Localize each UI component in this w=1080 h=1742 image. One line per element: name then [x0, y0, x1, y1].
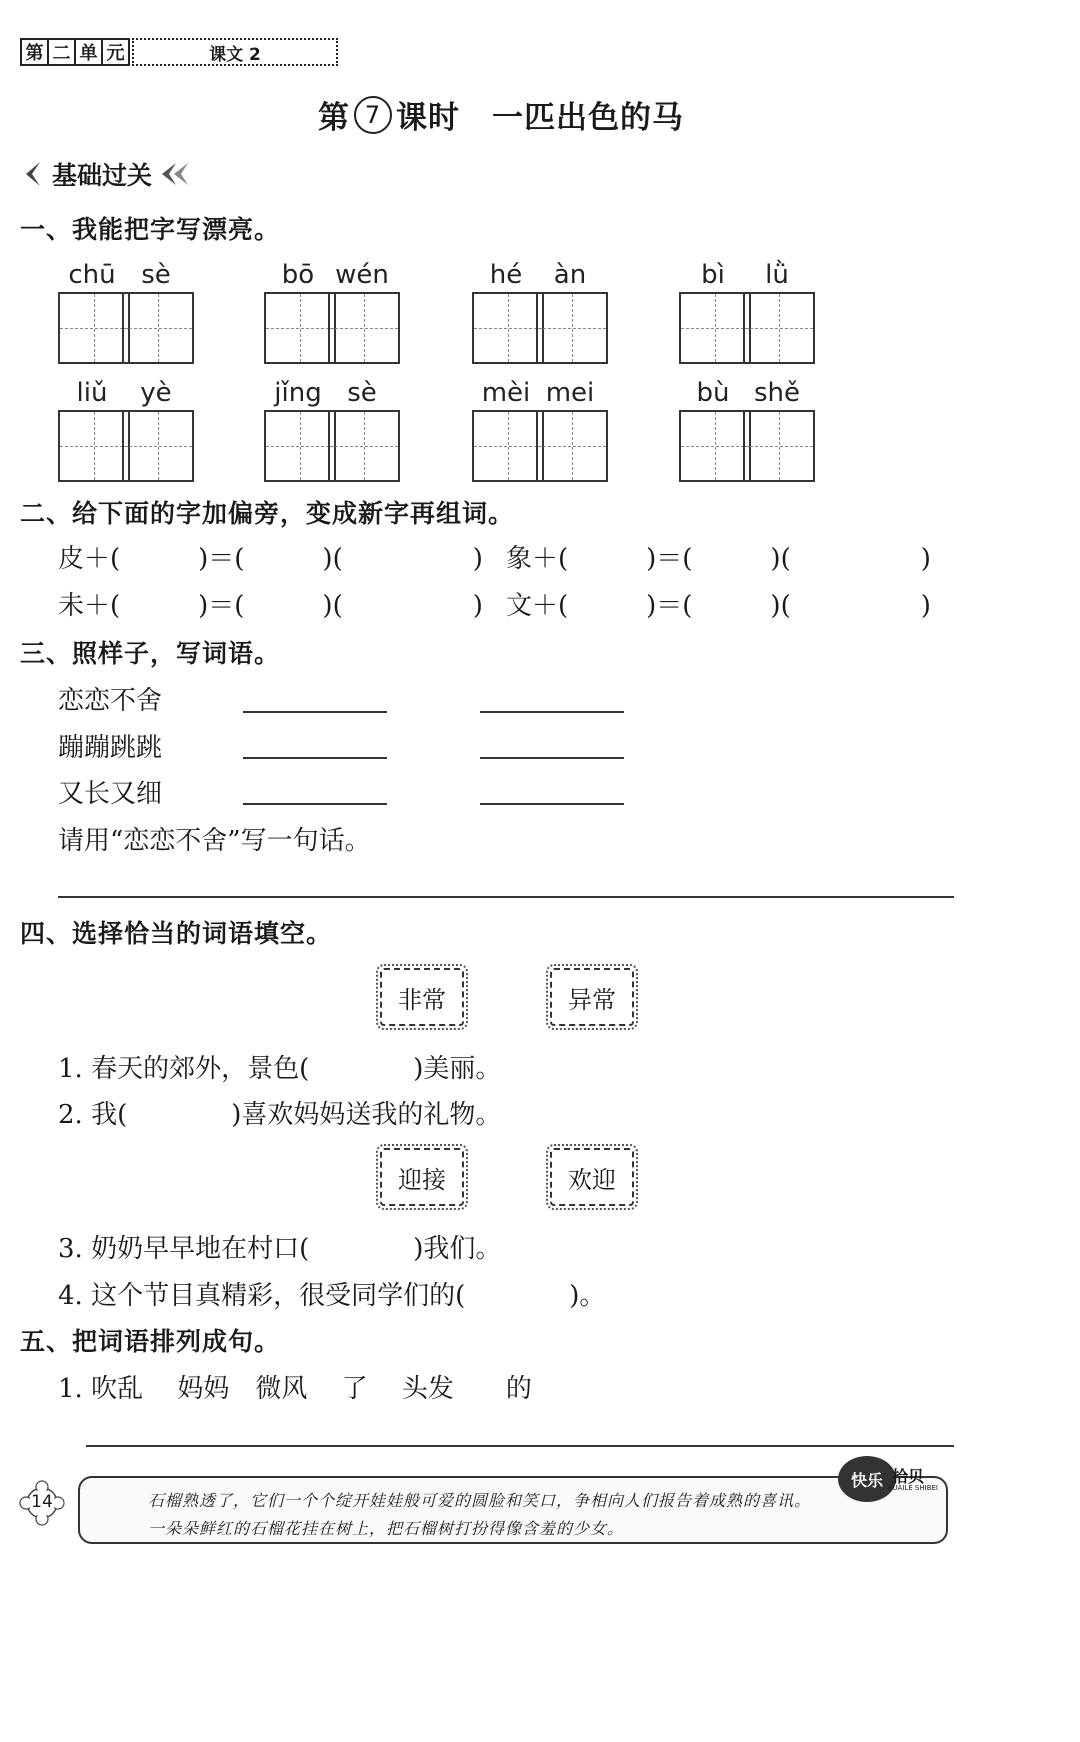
unit-char: 第 — [20, 38, 49, 66]
radical-item[interactable]: 象＋( )＝( )( ) — [506, 544, 931, 574]
sentence-prompt: 请用“恋恋不舍”写一句话。 — [58, 826, 371, 856]
answer-line[interactable] — [243, 757, 387, 759]
sentence-line[interactable] — [58, 896, 954, 898]
title-suffix: 课时 一匹出色的马 — [396, 100, 684, 136]
pinyin: mèi — [481, 378, 531, 408]
pinyin: sè — [141, 260, 171, 290]
pinyin: shě — [753, 378, 801, 408]
radical-item[interactable]: 未＋( )＝( )( ) — [58, 591, 483, 621]
pinyin: bù — [696, 378, 730, 408]
word-option: 欢迎 — [550, 1148, 634, 1206]
writing-box[interactable] — [58, 292, 130, 364]
footer-line-2: 一朵朵鲜红的石榴花挂在树上，把石榴树打扮得像含羞的少女。 — [148, 1519, 625, 1538]
writing-box[interactable] — [328, 292, 400, 364]
pinyin: liǔ — [76, 378, 108, 408]
brand-badge: 快乐 — [838, 1456, 896, 1502]
title-prefix: 第 — [318, 100, 350, 136]
fill-item[interactable]: 4. 这个节目真精彩，很受同学们的( )。 — [58, 1281, 606, 1311]
brand-subtitle: KUAILE SHIBEI — [888, 1484, 938, 1492]
writing-box[interactable] — [58, 410, 130, 482]
fill-item[interactable]: 1. 春天的郊外，景色( )美丽。 — [58, 1054, 502, 1084]
answer-line[interactable] — [480, 803, 624, 805]
unit-tag — [20, 38, 128, 66]
page-number-flower — [18, 1480, 66, 1526]
reorder-item: 1. 吹乱 妈妈 微风 了 头发 的 — [58, 1374, 532, 1404]
reorder-answer-line[interactable] — [86, 1445, 954, 1447]
page-title — [318, 92, 684, 137]
answer-line[interactable] — [243, 711, 387, 713]
answer-line[interactable] — [243, 803, 387, 805]
section-banner — [18, 156, 192, 192]
page-number: 14 — [31, 1492, 53, 1512]
word-option: 迎接 — [380, 1148, 464, 1206]
writing-box[interactable] — [472, 292, 544, 364]
pinyin: chū — [68, 260, 116, 290]
pinyin: mei — [545, 378, 595, 408]
writing-box[interactable] — [536, 292, 608, 364]
section1-title: 一、我能把字写漂亮。 — [20, 215, 281, 244]
pinyin: sè — [347, 378, 377, 408]
section4-title: 四、选择恰当的词语填空。 — [20, 919, 333, 948]
unit-char: 二 — [47, 38, 76, 66]
banner-label: 基础过关 — [52, 161, 153, 190]
brand-name: 拾贝 — [892, 1467, 925, 1486]
writing-box[interactable] — [743, 292, 815, 364]
pinyin: jǐng — [274, 378, 322, 408]
chevron-left-icon — [18, 159, 46, 189]
writing-box[interactable] — [328, 410, 400, 482]
pinyin: bō — [281, 260, 315, 290]
word-option: 异常 — [550, 968, 634, 1026]
pinyin: bì — [701, 260, 725, 290]
radical-item[interactable]: 文＋( )＝( )( ) — [506, 591, 931, 621]
lesson-number: 7 — [354, 96, 392, 134]
writing-box[interactable] — [472, 410, 544, 482]
footer-quote-box — [78, 1476, 948, 1544]
footer-line-1: 石榴熟透了，它们一个个绽开娃娃般可爱的圆脸和笑口，争相向人们报告着成熟的喜讯。 — [148, 1491, 812, 1510]
writing-box[interactable] — [264, 292, 336, 364]
double-chevron-icon — [158, 159, 192, 189]
section5-title: 五、把词语排列成句。 — [20, 1327, 281, 1356]
pinyin: lǜ — [765, 260, 789, 290]
section2-title: 二、给下面的字加偏旁，变成新字再组词。 — [20, 499, 515, 528]
example-word: 蹦蹦跳跳 — [58, 733, 163, 763]
lesson-tag: 课文 2 — [132, 38, 338, 66]
radical-item[interactable]: 皮＋( )＝( )( ) — [58, 544, 483, 574]
pinyin: wén — [335, 260, 389, 290]
answer-line[interactable] — [480, 757, 624, 759]
unit-char: 元 — [101, 38, 130, 66]
unit-char: 单 — [74, 38, 103, 66]
example-word: 恋恋不舍 — [58, 686, 163, 716]
section3-title: 三、照样子，写词语。 — [20, 639, 281, 668]
example-word: 又长又细 — [58, 779, 163, 809]
fill-item[interactable]: 2. 我( )喜欢妈妈送我的礼物。 — [58, 1100, 502, 1130]
fill-item[interactable]: 3. 奶奶早早地在村口( )我们。 — [58, 1234, 502, 1264]
word-option: 非常 — [380, 968, 464, 1026]
pinyin: yè — [140, 378, 172, 408]
writing-box[interactable] — [264, 410, 336, 482]
writing-box[interactable] — [679, 410, 751, 482]
pinyin: hé — [489, 260, 523, 290]
writing-box[interactable] — [122, 410, 194, 482]
writing-box[interactable] — [536, 410, 608, 482]
writing-box[interactable] — [679, 292, 751, 364]
pinyin: àn — [553, 260, 587, 290]
writing-box[interactable] — [122, 292, 194, 364]
answer-line[interactable] — [480, 711, 624, 713]
writing-box[interactable] — [743, 410, 815, 482]
